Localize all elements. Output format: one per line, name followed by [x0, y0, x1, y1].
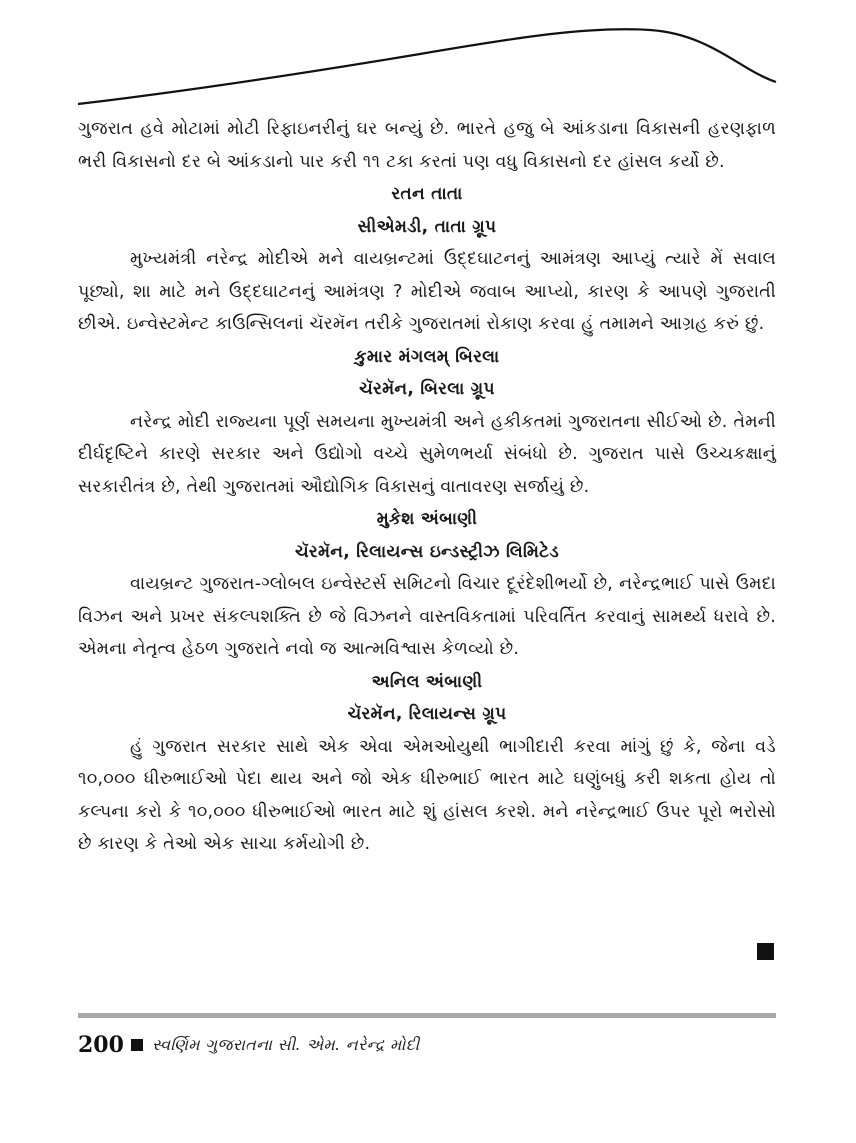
- page-content: [78, 113, 776, 861]
- section-anil-ambani: [78, 666, 776, 861]
- section-paragraph: નરેન્દ્ર મોદી રાજ્યના પૂર્ણ સમયના મુખ્યમંત્રી અને હકીકતમાં ગુજરાતના સીઈઓ છે. તેમની દીર્ઘદૃષ્ટિને કારણે સરકાર અને ઉદ્યોગો વચ્ચે સુમેળભર્યા સંબંધો છે. ગુજરાત પાસે ઉચ્ચકક્ષાનું સરકારીતંત્ર છે, તેથી ગુજરાતમાં ઔદ્યોગિક વિકાસનું વાતાવરણ સર્જાયું છે.: [78, 411, 776, 497]
- intro-paragraph: ગુજરાત હવે મોટામાં મોટી રિફાઇનરીનું ઘર બન્યું છે. ભારતે હજુ બે આંકડાના વિકાસની હરણફાળ ભરી વિકાસનો દર બે આંકડાનો પાર કરી ૧૧ ટકા કરતાં પણ વધુ વિકાસનો દર હાંસલ કર્યો છે.: [78, 119, 776, 172]
- footer-square-icon: [131, 1039, 143, 1051]
- section-name: અનિલ અંબાણી: [371, 671, 483, 692]
- section-ratan-tata: [78, 178, 776, 341]
- page-footer: [78, 1032, 419, 1058]
- section-paragraph: મુખ્યમંત્રી નરેન્દ્ર મોદીએ મને વાયબ્રન્ટમાં ઉદ્દઘાટનનું આમંત્રણ આપ્યું ત્યારે મેં સવાલ પૂછ્યો, શા માટે મને ઉદ્દઘાટનનું આમંત્રણ ? મોદીએ જવાબ આપ્યો, કારણ કે આપણે ગુજરાતી છીએ. ઇન્વેસ્ટમેન્ટ કાઉન્સિલનાં ચૅરમૅન તરીકે ગુજરાતમાં રોકાણ કરવા હું તમામને આગ્રહ કરું છું.: [78, 249, 776, 334]
- section-kumar-mangalam-birla: [78, 341, 776, 504]
- section-title: ચૅરમૅન, રિલાયન્સ ગ્રૂપ: [347, 704, 507, 724]
- footer-divider: [78, 1013, 776, 1018]
- section-title: સીએમડી, તાતા ગ્રૂપ: [357, 216, 497, 237]
- running-title: સ્વર્ણિમ ગુજરાતના સી. એમ. નરેન્દ્ર મોદી: [151, 1035, 420, 1054]
- page-number: 200: [78, 1032, 124, 1058]
- section-name: રતન તાતા: [391, 184, 463, 204]
- section-title: ચૅરમૅન, રિલાયન્સ ઇન્ડસ્ટ્રીઝ લિમિટેડ: [295, 541, 559, 562]
- section-title: ચૅરમૅન, બિરલા ગ્રૂપ: [359, 379, 495, 399]
- section-paragraph: હું ગુજરાત સરકાર સાથે એક એવા એમઓયુથી ભાગીદારી કરવા માંગું છું કે, જેના વડે ૧૦,૦૦૦ ધીરુભાઈઓ પેદા થાય અને જો એક ધીરુભાઈ ભારત માટે ઘણુંબધું કરી શકતા હોય તો કલ્પના કરો કે ૧૦,૦૦૦ ધીરુભાઈઓ ભારત માટે શું હાંસલ કરશે. મને નરેન્દ્રભાઈ ઉપર પૂરો ભરોસો છે કારણ કે તેઓ એક સાચા કર્મયોગી છે.: [78, 736, 776, 854]
- end-of-chapter-square-icon: [757, 943, 774, 960]
- section-name: કુમાર મંગલમ્ બિરલા: [354, 346, 500, 367]
- section-paragraph: વાયબ્રન્ટ ગુજરાત-ગ્લોબલ ઇન્વેસ્ટર્સ સમિટનો વિચાર દૂરંદેશીભર્યો છે, નરેન્દ્રભાઈ પાસે ઉમદા વિઝન અને પ્રખર સંકલ્પશક્તિ છે જે વિઝનને વાસ્તવિકતામાં પરિવર્તિત કરવાનું સામર્થ્ય ધરાવે છે. એમના નેતૃત્વ હેઠળ ગુજરાતે નવો જ આત્મવિશ્વાસ કેળવ્યો છે.: [78, 574, 776, 659]
- section-name: મુકેશ અંબાણી: [376, 509, 478, 529]
- section-mukesh-ambani: [78, 503, 776, 666]
- decorative-wave-line: [0, 0, 856, 120]
